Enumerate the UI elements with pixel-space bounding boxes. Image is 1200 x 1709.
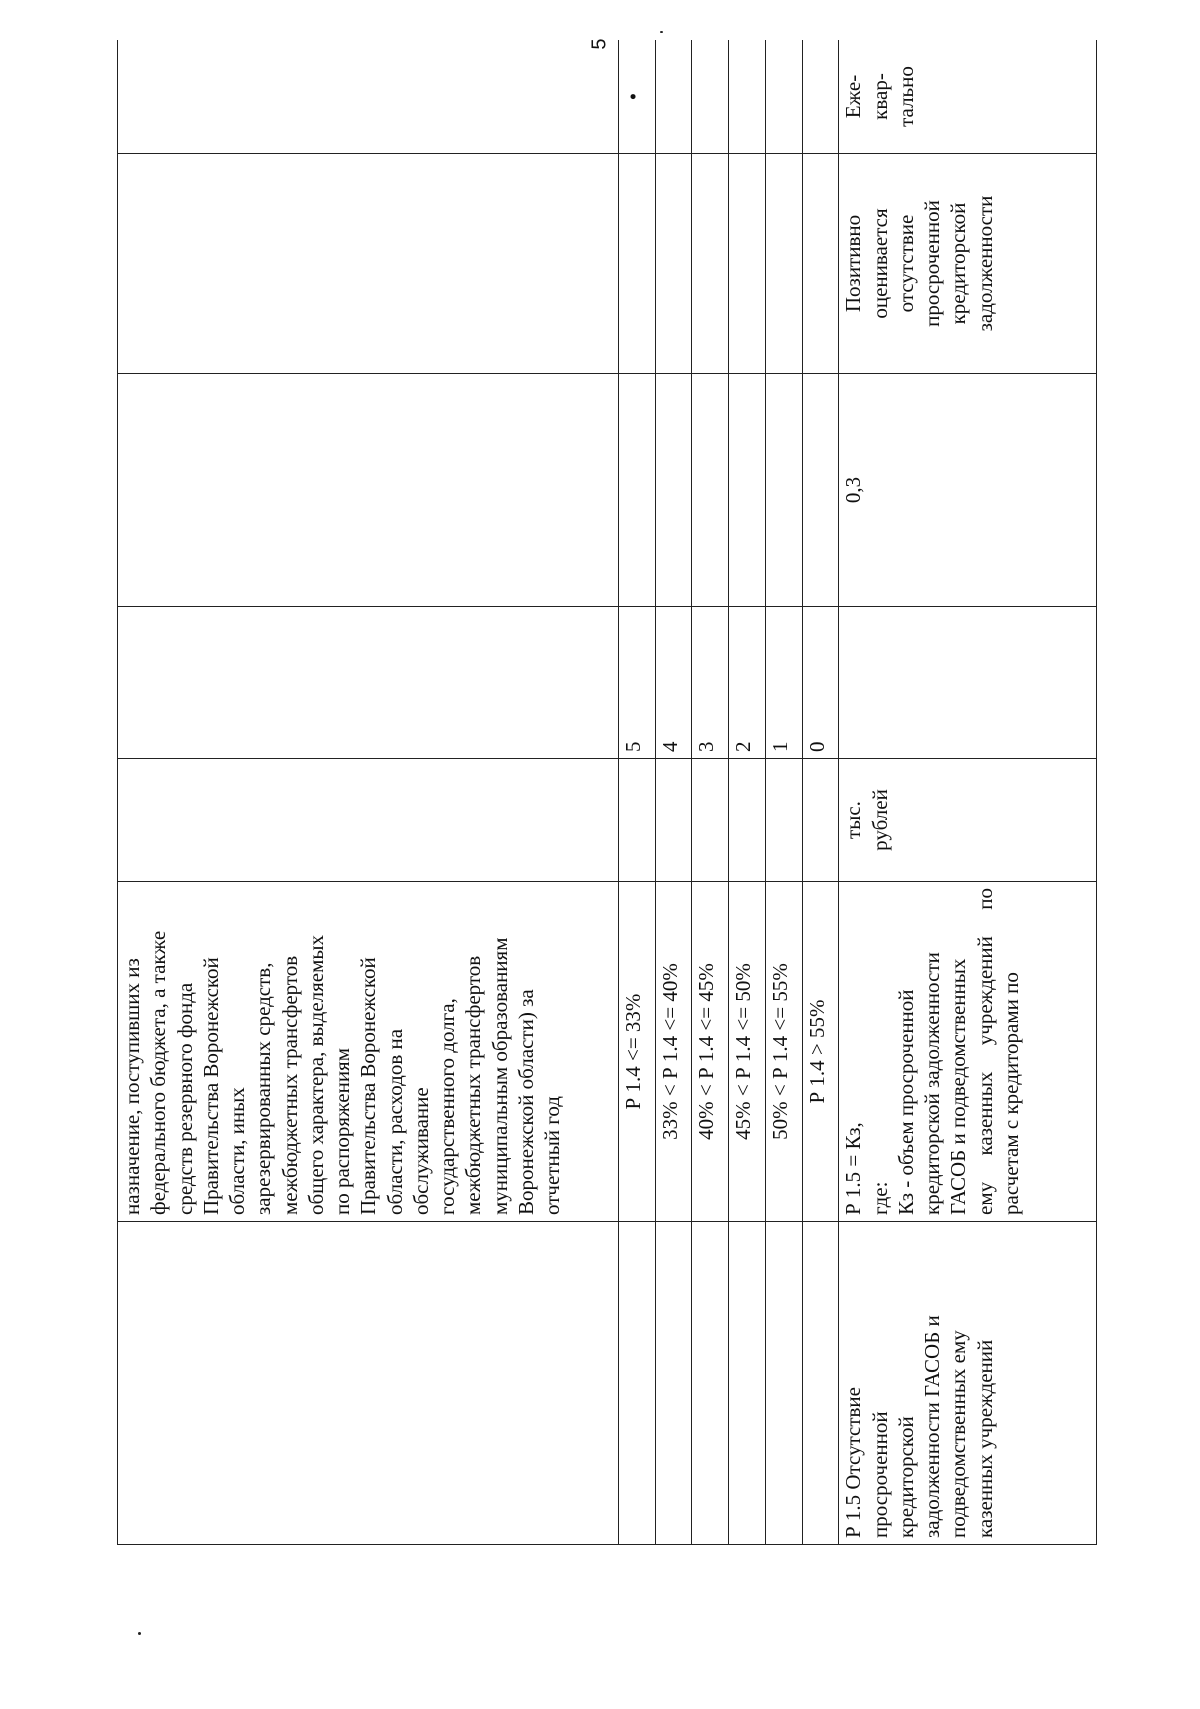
periodicity-cell (765, 40, 802, 154)
description-line: общего характера, выделяемых (303, 934, 328, 1215)
description-line: области, расходов на (382, 1028, 407, 1215)
indicator-name-cell (618, 1222, 655, 1545)
score-value-cell: 1 (765, 607, 802, 759)
condition-cell: Р 1.4 > 55% (802, 882, 839, 1222)
description-cell (118, 882, 619, 1222)
weight-cell (655, 374, 692, 607)
weight-value-cell: 0,3 (839, 374, 1097, 607)
formula-line: Р 1.5 = Кз, (841, 1122, 866, 1215)
description-line: федерального бюджета, а также (146, 930, 171, 1215)
comment-cell (839, 154, 1097, 374)
table-row-score (765, 40, 802, 1545)
description-line: отчетный год (540, 1096, 564, 1215)
description-line: государственного долга, (435, 998, 459, 1215)
description-line: муниципальным образованиям (487, 937, 512, 1215)
score-value-cell: 3 (692, 607, 729, 759)
comment-cell (802, 154, 839, 374)
comment-cell (692, 154, 729, 374)
unit-cell (839, 759, 1097, 882)
condition-cell: 33% < Р 1.4 <= 40% (655, 882, 692, 1222)
periodicity-cell (729, 40, 766, 154)
unit-line: тыс. (841, 801, 866, 839)
indicator-name-cell (655, 1222, 692, 1545)
description-line: межбюджетных трансфертов (461, 955, 486, 1215)
indicator-name-line: Р 1.5 Отсутствие (841, 1387, 866, 1538)
formula-cell (839, 882, 1097, 1222)
weight-cell (802, 374, 839, 607)
comment-line: кредиторской (946, 202, 971, 325)
indicator-table-container (117, 40, 1097, 1545)
comment-line: задолженности (972, 195, 997, 332)
indicator-name-cell (729, 1222, 766, 1545)
formula-line: Кз - объем просроченной (893, 989, 918, 1215)
unit-cell (655, 759, 692, 882)
weight-cell (618, 374, 655, 607)
unit-cell (765, 759, 802, 882)
comment-line: оценивается (867, 208, 892, 319)
comment-line: просроченной (920, 200, 945, 327)
weight-cell (729, 374, 766, 607)
description-line: Правительства Воронежской (198, 957, 223, 1215)
description-line: средств резервного фонда (172, 982, 197, 1215)
indicator-name-cell (692, 1222, 729, 1545)
score-value-cell: 0 (802, 607, 839, 759)
unit-cell (118, 759, 619, 882)
table-row-score (802, 40, 839, 1545)
unit-cell (618, 759, 655, 882)
table-row-intro (118, 40, 619, 1545)
periodicity-line: квар- (867, 73, 892, 120)
table-row-score (655, 40, 692, 1545)
comment-line: Позитивно (841, 214, 866, 313)
condition-cell: 45% < Р 1.4 <= 50% (729, 882, 766, 1222)
formula-line: где: (867, 1181, 892, 1215)
table-row-score (618, 40, 655, 1545)
unit-cell (692, 759, 729, 882)
periodicity-cell (655, 40, 692, 154)
description-line: по распоряжениям (330, 1047, 354, 1215)
comment-cell (729, 154, 766, 374)
formula-line: ему казенных учреждений по (972, 888, 997, 1215)
periodicity-cell (118, 40, 619, 154)
score-value-cell: 2 (729, 607, 766, 759)
description-line: Правительства Воронежской (356, 957, 381, 1215)
formula-line: кредиторской задолженности (920, 952, 945, 1215)
comment-cell (118, 154, 619, 374)
comment-line: отсутствие (893, 214, 918, 313)
score-cell (118, 607, 619, 759)
score-value-cell (839, 607, 1097, 759)
description-line: обслуживание (408, 1087, 433, 1215)
scan-speck (660, 31, 663, 33)
periodicity-cell (839, 40, 1097, 154)
dot-mark: • (620, 92, 645, 101)
scan-speck (138, 1632, 141, 1635)
description-line: назначение, поступивших из (120, 958, 144, 1215)
condition-cell: 50% < Р 1.4 <= 55% (765, 882, 802, 1222)
page-number-text: 5 (588, 38, 611, 50)
weight-cell (692, 374, 729, 607)
indicator-name-cell (765, 1222, 802, 1545)
weight-cell (118, 374, 619, 607)
periodicity-cell (692, 40, 729, 154)
indicator-name-cell (802, 1222, 839, 1545)
indicator-name-line: подведомственных ему (946, 1330, 971, 1538)
unit-cell (729, 759, 766, 882)
unit-cell (802, 759, 839, 882)
table-row-score (729, 40, 766, 1545)
periodicity-line: Еже- (841, 74, 866, 119)
comment-cell (655, 154, 692, 374)
formula-line: ГАСОБ и подведомственных (946, 958, 971, 1215)
comment-cell (765, 154, 802, 374)
score-value-cell: 4 (655, 607, 692, 759)
condition-cell: Р 1.4 <= 33% (618, 882, 655, 1222)
indicator-name-line: просроченной (867, 1411, 892, 1538)
indicator-name-line: казенных учреждений (972, 1339, 997, 1538)
periodicity-cell (802, 40, 839, 154)
indicator-name-cell (839, 1222, 1097, 1545)
indicator-name-line: кредиторской (893, 1416, 918, 1538)
table-row-score (692, 40, 729, 1545)
indicator-name-line: задолженности ГАСОБ и (920, 1315, 945, 1538)
mark-cell (618, 40, 655, 154)
unit-line: рублей (867, 789, 892, 851)
description-line: зарезервированных средств, (251, 962, 276, 1215)
table-row-indicator (839, 40, 1097, 1545)
description-line: межбюджетных трансфертов (277, 955, 302, 1215)
comment-cell (618, 154, 655, 374)
description-line: Воронежской области) за (513, 989, 538, 1215)
indicator-name-cell (118, 1222, 619, 1545)
weight-cell (765, 374, 802, 607)
indicator-table (117, 40, 1097, 1545)
score-value-cell: 5 (618, 607, 655, 759)
periodicity-line: тально (893, 66, 918, 127)
formula-line: расчетам с кредиторами по (998, 972, 1023, 1215)
description-line: области, иных (225, 1087, 249, 1215)
condition-cell: 40% < Р 1.4 <= 45% (692, 882, 729, 1222)
